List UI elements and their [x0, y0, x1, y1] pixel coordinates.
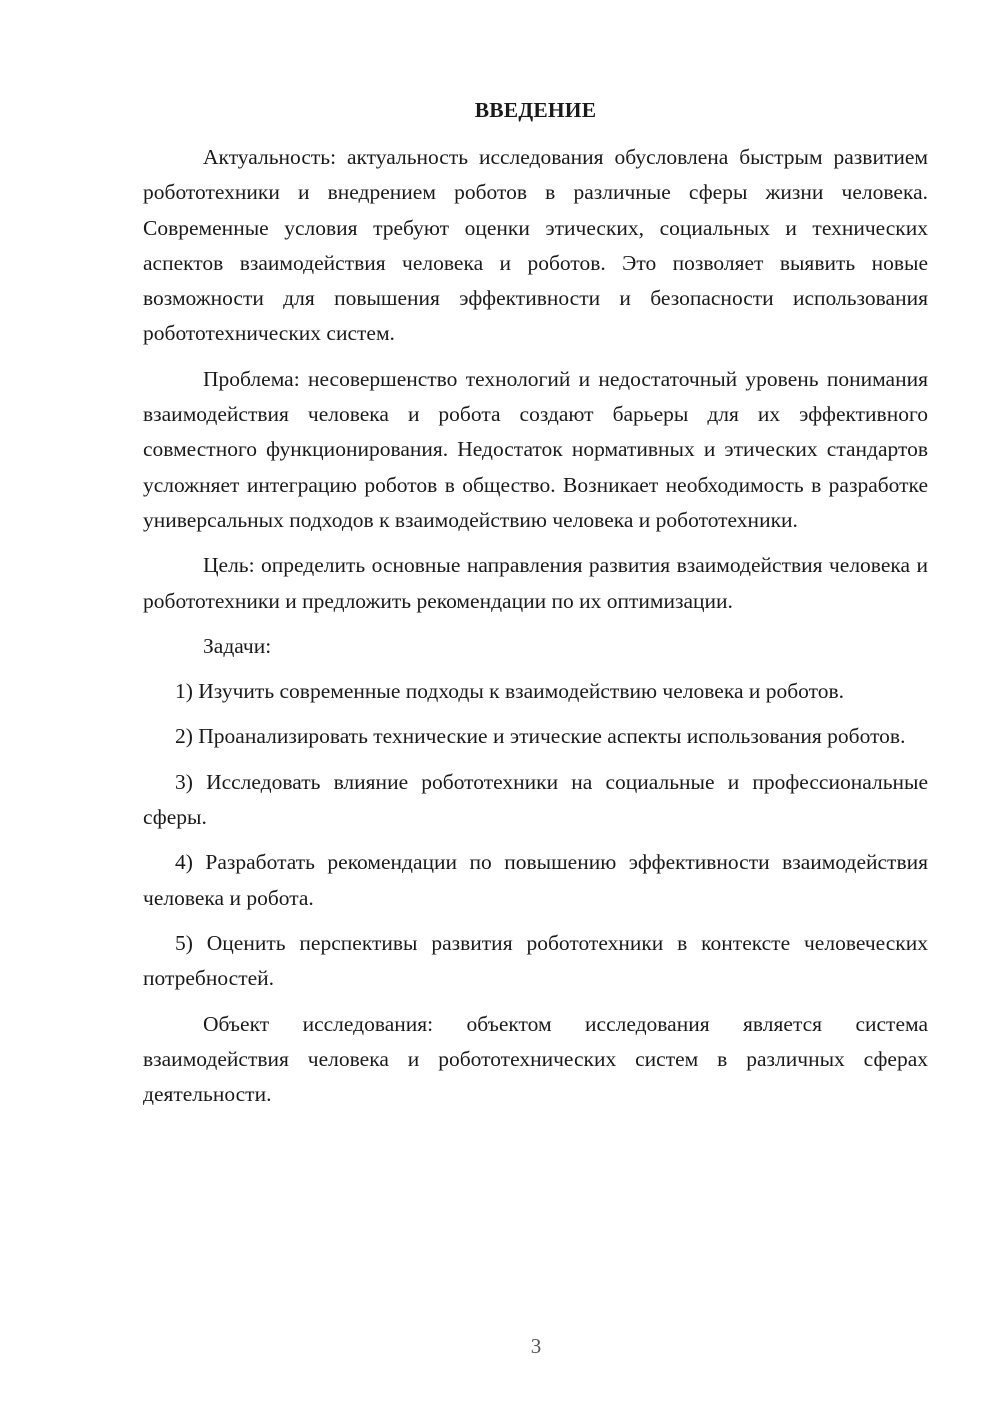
- paragraph-relevance: Актуальность: актуальность исследования обусловлена быстрым развитием робототехники и внедрением роботов в различные сферы жизни человека. Современные условия требуют оценки этических, социальных и технических аспектов взаимодействия человека и роботов. Это позволяет выявить новые возможности для повышения эффективности и безопасности использования робототехнических систем.: [143, 145, 928, 346]
- task-item-3: 3) Исследовать влияние робототехники на социальные и профессиональные сферы.: [143, 769, 928, 830]
- paragraph-object: Объект исследования: объектом исследования является система взаимодействия человека и робототехнических систем в различных сферах деятельности.: [143, 1011, 928, 1107]
- task-item-4: 4) Разработать рекомендации по повышению эффективности взаимодействия человека и робота.: [143, 850, 928, 910]
- task-item-1: 1) Изучить современные подходы к взаимодействию человека и роботов.: [175, 679, 845, 704]
- page-number: 3: [530, 1334, 542, 1358]
- document-page: [143, 96, 928, 1112]
- tasks-heading: Задачи:: [203, 633, 272, 658]
- paragraph-goal: Цель: определить основные направления развития взаимодействия человека и робототехники и предложить рекомендации по их оптимизации.: [143, 553, 928, 613]
- section-title: ВВЕДЕНИЕ: [474, 98, 597, 122]
- tasks-list: [143, 674, 928, 996]
- paragraph-problem: Проблема: несовершенство технологий и недостаточный уровень понимания взаимодействия человека и робота создают барьеры для их эффективного совместного функционирования. Недостаток нормативных и этических стандартов усложняет интеграцию роботов в общество. Возникает необходимость в разработке универсальных подходов к взаимодействию человека и робототехники.: [143, 366, 928, 532]
- task-item-2: 2) Проанализировать технические и этические аспекты использования роботов.: [175, 724, 906, 749]
- task-item-5: 5) Оценить перспективы развития робототехники в контексте человеческих потребностей.: [143, 930, 928, 991]
